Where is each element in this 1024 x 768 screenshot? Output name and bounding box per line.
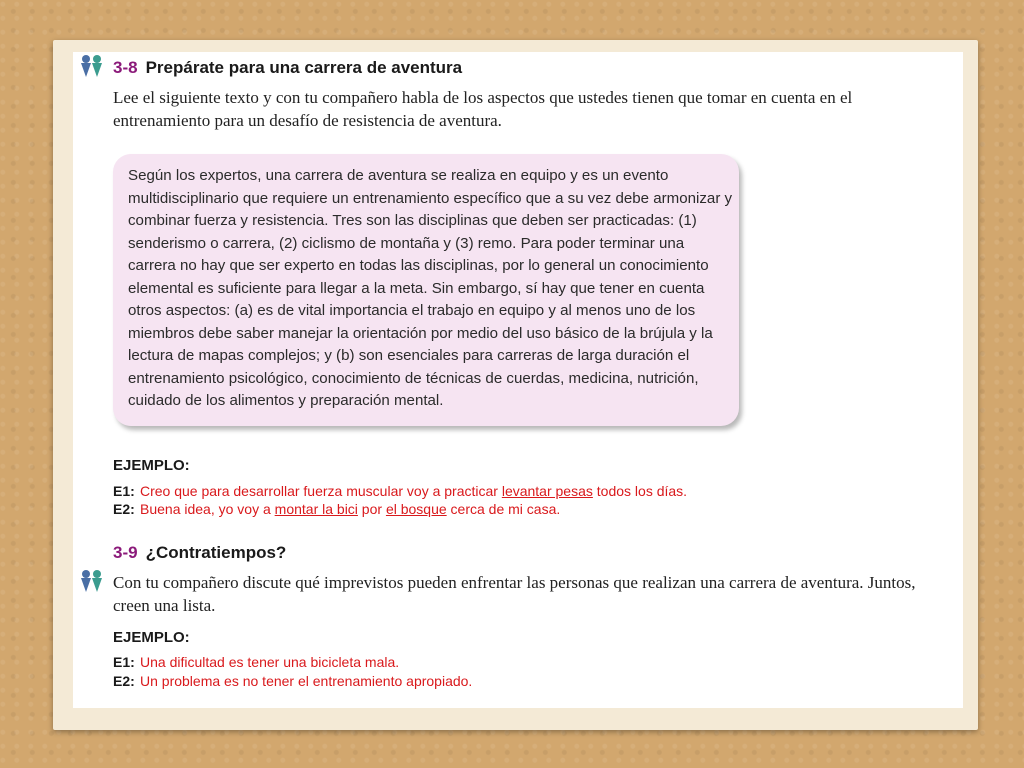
- underlined-phrase: levantar pesas: [501, 483, 593, 499]
- speaker-label: E1:: [113, 483, 135, 499]
- speaker-label: E1:: [113, 654, 135, 670]
- underlined-phrase: el bosque: [385, 501, 447, 517]
- speaker-label: E2:: [113, 501, 135, 517]
- example-line-e2: [113, 501, 560, 517]
- exercise-3-8-instruction: Lee el siguiente texto y con tu compañero habla de los aspectos que ustedes tienen que tomar en cuenta en el entrenamiento para un desafío de resistencia de aventura.: [113, 88, 853, 130]
- pair-work-icon: [78, 569, 106, 593]
- example-text: Buena idea, yo voy a montar la bici por el bosque cerca de mi casa.: [140, 501, 561, 517]
- reading-passage-text: Según los expertos, una carrera de aventura se realiza en equipo y es un evento multidisciplinario que requiere un entrenamiento específico que a su vez debe armonizar y combinar fuerza y resistencia. Tres son las disciplinas que deben ser practicadas: (1) senderismo o carrera, (2) ciclismo de montaña y (3) remo. Para poder terminar una carrera no hay que ser experto en todas las disciplinas, por lo general un conocimiento elemental es suficiente para llegar a la meta. Sin embargo, sí hay que tener en cuenta otros aspectos: (a) es de vital importancia el trabajo en equipo y al menos uno de los miembros debe saber manejar la orientación por medio del uso básico de la brújula y la lectura de mapas complejos; y (b) son esenciales para carreras de larga duración el entrenamiento psicológico, conocimiento de técnicas de cuerdas, medicina, nutrición, cuidado de los alimentos y preparación mental.: [128, 167, 733, 409]
- example-line-e1: [113, 483, 687, 499]
- textbook-page: [73, 52, 963, 708]
- underlined-phrase: montar la bici: [274, 501, 358, 517]
- pair-work-icon: [78, 54, 106, 78]
- example-text: Un problema es no tener el entrenamiento apropiado.: [140, 673, 473, 689]
- example-text: Creo que para desarrollar fuerza muscular voy a practicar levantar pesas todos los días.: [140, 483, 688, 499]
- exercise-number: 3-9: [113, 543, 138, 562]
- example-line-e2: [113, 673, 472, 689]
- exercise-3-8-heading: [113, 58, 462, 78]
- reading-passage-box: [113, 154, 739, 426]
- example-line-e1: [113, 654, 399, 670]
- exercise-number: 3-8: [113, 58, 138, 77]
- exercise-3-9-heading: [113, 543, 286, 563]
- example-label: EJEMPLO:: [113, 629, 190, 646]
- speaker-label: E2:: [113, 673, 135, 689]
- exercise-title: Prepárate para una carrera de aventura: [145, 58, 463, 77]
- exercise-title: ¿Contratiempos?: [145, 543, 287, 562]
- example-text: Una dificultad es tener una bicicleta mala.: [140, 654, 400, 670]
- exercise-3-9-instruction: Con tu compañero discute qué imprevistos pueden enfrentar las personas que realizan una carrera de aventura. Juntos, creen una lista.: [113, 573, 916, 615]
- example-label: EJEMPLO:: [113, 457, 190, 474]
